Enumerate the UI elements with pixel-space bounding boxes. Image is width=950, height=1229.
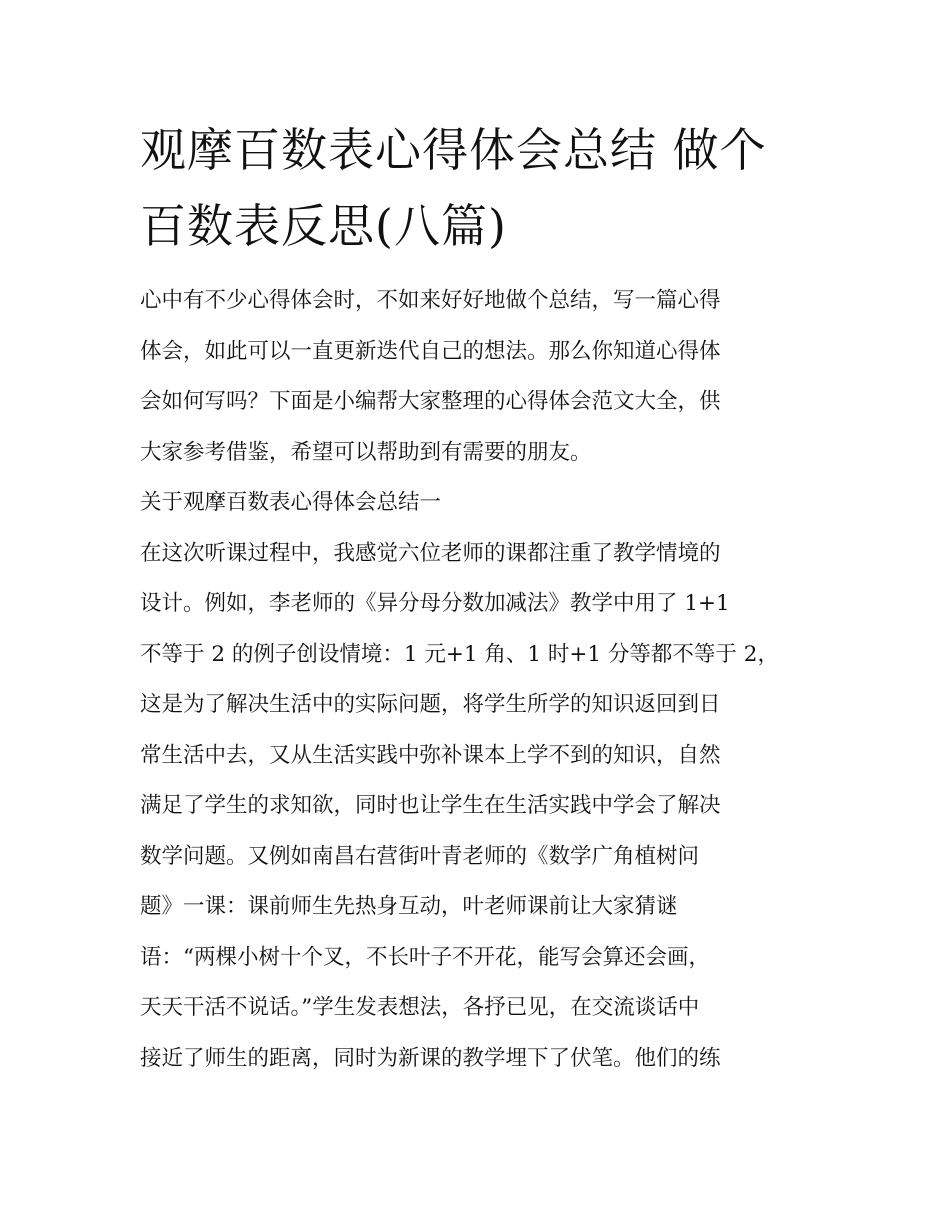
body-line: 数学问题。又例如南昌右营街叶青老师的《数学广角植树问 [140, 843, 700, 869]
section-heading: 关于观摩百数表心得体会总结一 [140, 490, 442, 515]
title-line: 百数表反思(八篇) [140, 199, 507, 253]
body-line: 题》一课：课前师生先热身互动，叶老师课前让大家猜谜 [140, 894, 678, 919]
body-line: 接近了师生的距离，同时为新课的教学埋下了伏笔。他们的练 [140, 1045, 721, 1071]
intro-paragraph [140, 276, 812, 478]
body-line: 这是为了解决生活中的实际问题，将学生所学的知识返回到日 [140, 692, 721, 717]
intro-line: 体会，如此可以一直更新迭代自己的想法。那么你知道心得体 [140, 338, 721, 364]
body-line: 不等于 2 的例子创设情境：1 元+1 角、1 时+1 分等都不等于 2， [140, 641, 779, 667]
body-paragraph [140, 529, 812, 1085]
body-line: 语：“两棵小树十个叉，不长叶子不开花，能写会算还会画， [140, 944, 710, 970]
body-line: 在这次听课过程中，我感觉六位老师的课都注重了教学情境的 [140, 540, 721, 566]
body-line: 设计。例如，李老师的《异分母分数加减法》教学中用了 1+1 [140, 591, 730, 616]
body-line: 满足了学生的求知欲，同时也让学生在生活实践中学会了解决 [140, 793, 721, 818]
document-page [140, 112, 812, 1084]
title-line: 观摩百数表心得体会总结 做个 [140, 123, 767, 177]
intro-line: 心中有不少心得体会时，不如来好好地做个总结，写一篇心得 [140, 288, 721, 313]
body-line: 天天干活不说话。”学生发表想法，各抒已见，在交流谈话中 [140, 995, 700, 1020]
intro-line: 大家参考借鉴，希望可以帮助到有需要的朋友。 [140, 439, 592, 465]
intro-line: 会如何写吗？下面是小编帮大家整理的心得体会范文大全，供 [140, 389, 721, 414]
body-line: 常生活中去，又从生活实践中弥补课本上学不到的知识，自然 [140, 742, 721, 768]
document-title [140, 112, 812, 264]
